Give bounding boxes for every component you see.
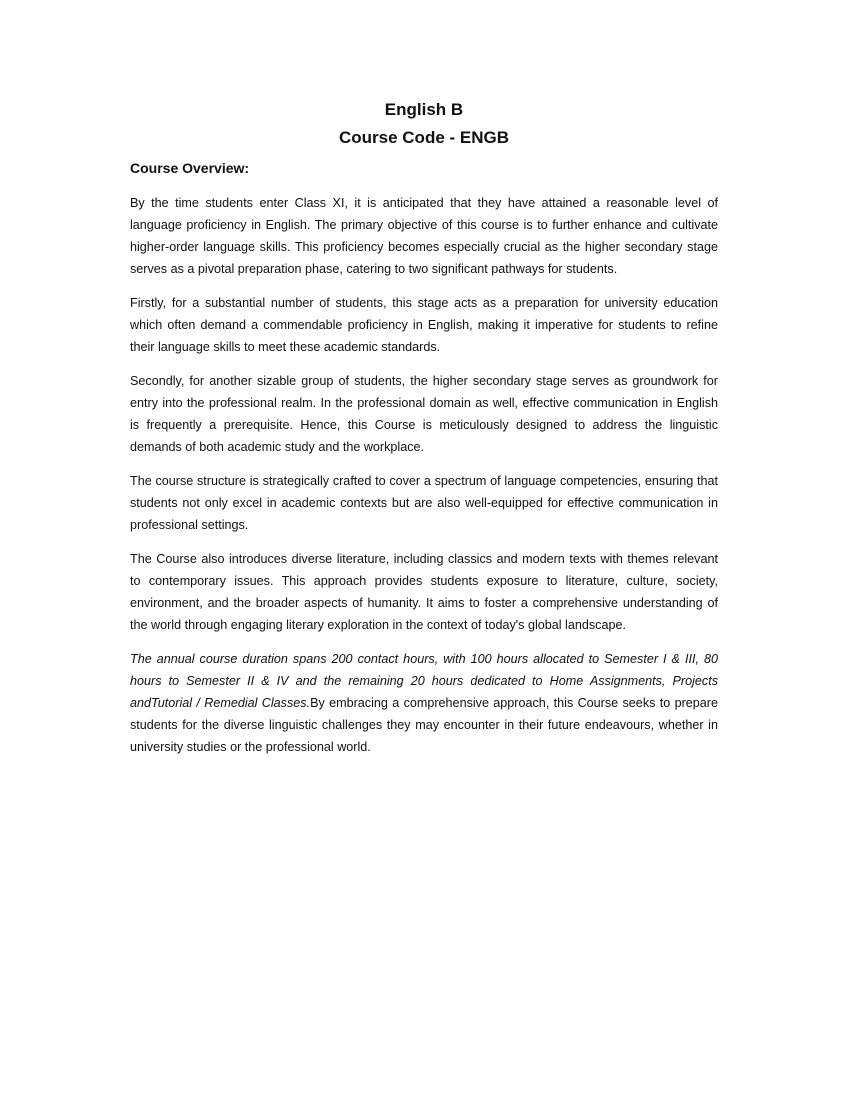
paragraph-2: Firstly, for a substantial number of students, this stage acts as a preparation for university education which often demand a commendable proficiency in English, making it imperative for students to refine their language skills to meet these academic standards. [130, 296, 718, 354]
paragraph-6-italic: The annual course duration spans 200 contact hours, with 100 hours allocated to Semester I & III, 80 hours to Semester II & IV and the remaining 20 hours dedicated to Home Assignments, Projects andTutorial / Remedial Classes. [130, 652, 718, 710]
paragraph-6 [130, 648, 718, 758]
document-title: English B [384, 100, 464, 119]
section-heading: Course Overview: [130, 160, 250, 176]
paragraph-5: The Course also introduces diverse literature, including classics and modern texts with themes relevant to contemporary issues. This approach provides students exposure to literature, culture, society, environment, and the broader aspects of humanity. It aims to foster a comprehensive understanding of the world through engaging literary exploration in the context of today's global landscape. [130, 552, 718, 632]
paragraph-3: Secondly, for another sizable group of students, the higher secondary stage serves as groundwork for entry into the professional realm. In the professional domain as well, effective communication in English is frequently a prerequisite. Hence, this Course is meticulously designed to address the linguistic demands of both academic study and the workplace. [130, 374, 718, 454]
paragraph-4: The course structure is strategically crafted to cover a spectrum of language competencies, ensuring that students not only excel in academic contexts but are also well-equipped for effective communication in professional settings. [130, 474, 718, 532]
paragraph-1: By the time students enter Class XI, it is anticipated that they have attained a reasonable level of language proficiency in English. The primary objective of this course is to further enhance and cultivate higher-order language skills. This proficiency becomes especially crucial as the higher secondary stage serves as a pivotal preparation phase, catering to two significant pathways for students. [130, 196, 718, 276]
document-content [130, 96, 718, 770]
course-code: Course Code - ENGB [338, 128, 510, 147]
paragraph-6-rest: By embracing a comprehensive approach, this Course seeks to prepare students for the diverse linguistic challenges they may encounter in their future endeavours, whether in university studies or the professional world. [130, 696, 718, 754]
